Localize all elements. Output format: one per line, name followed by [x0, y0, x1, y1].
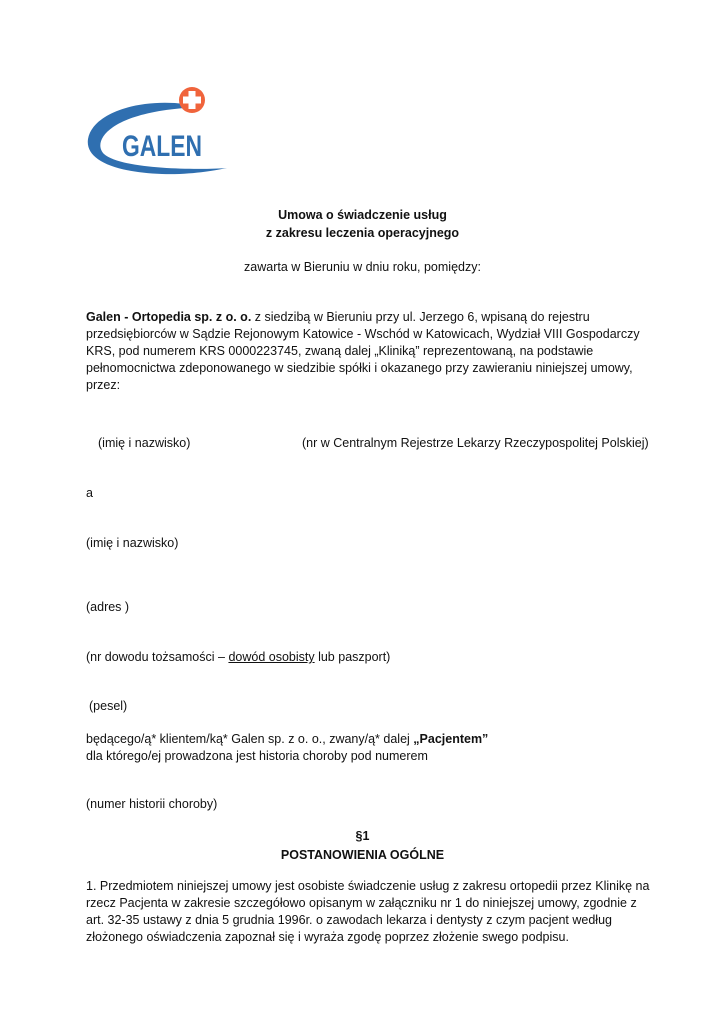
patient-clause — [86, 731, 646, 765]
id-type-underlined: dowód osobisty — [228, 650, 315, 664]
contract-title-line2: z zakresu leczenia operacyjnego — [265, 226, 460, 240]
party1-line2: przedsiębiorców w Sądzie Rejonowym Katowice - Wschód w Katowicach, Wydział VIII Gospodarczy — [86, 327, 640, 341]
patient-clause-text: będącego/ą* klientem/ką* Galen sp. z o. o., zwany/ą* dalej — [86, 732, 414, 746]
party1-name: Galen - Ortopedia sp. z o. o. — [86, 310, 252, 324]
section1-number: §1 — [355, 829, 370, 843]
section1-line: art. 32-35 ustawy z dnia 5 grudnia 1996r. o zawodach lekarza i dentysty z czym pacjent według — [86, 913, 612, 927]
patient-name-field: (imię i nazwisko) — [86, 536, 179, 550]
patient-address-field: (adres ) — [86, 600, 130, 614]
patient-term: „Pacjentem” — [413, 732, 489, 746]
contract-intro: zawarta w Bieruniu w dniu roku, pomiędzy: — [244, 260, 481, 274]
patient-id-field — [86, 650, 390, 664]
history-number-field: (numer historii choroby) — [86, 797, 218, 811]
party1-line3: KRS, pod numerem KRS 0000223745, zwaną dalej „Kliniką” reprezentowaną, na podstawie — [86, 344, 594, 358]
id-suffix: lub paszport) — [314, 650, 391, 664]
party1-line4: pełnomocnictwa zdeponowanego w siedzibie spółki i okazanego przy zawieraniu niniejszej umowy, — [86, 361, 633, 375]
section1-paragraph — [86, 878, 650, 946]
section1-line: 1. Przedmiotem niniejszej umowy jest osobiste świadczenie usług z zakresu ortopedii przez Klinikę na — [86, 879, 650, 893]
party1-line5: przez: — [86, 378, 121, 392]
section1-heading: POSTANOWIENIA OGÓLNE — [280, 848, 445, 862]
contract-title-line1: Umowa o świadczenie usług — [278, 208, 447, 222]
section1-line: złożonego oświadczenia zapoznał się i wyraża zgodę poprzez złożenie swego podpisu. — [86, 930, 569, 944]
party1-paragraph — [86, 309, 646, 394]
party1-line1: z siedzibą w Bieruniu przy ul. Jerzego 6, wpisaną do rejestru — [251, 310, 590, 324]
section1-line: rzecz Pacjenta w zakresie szczegółowo opisanym w załączniku nr 1 do niniejszej umowy, zgodnie z — [86, 896, 637, 910]
representative-name-field: (imię i nazwisko) — [98, 436, 191, 450]
id-prefix: (nr dowodu tożsamości – — [86, 650, 229, 664]
patient-pesel-field: (pesel) — [89, 699, 128, 713]
conjunction: a — [86, 486, 93, 500]
patient-clause-line2: dla którego/ej prowadzona jest historia choroby pod numerem — [86, 749, 428, 763]
logo-text: GALEN — [122, 130, 202, 163]
galen-logo — [82, 84, 232, 180]
representative-registry-field: (nr w Centralnym Rejestrze Lekarzy Rzeczypospolitej Polskiej) — [302, 436, 649, 450]
